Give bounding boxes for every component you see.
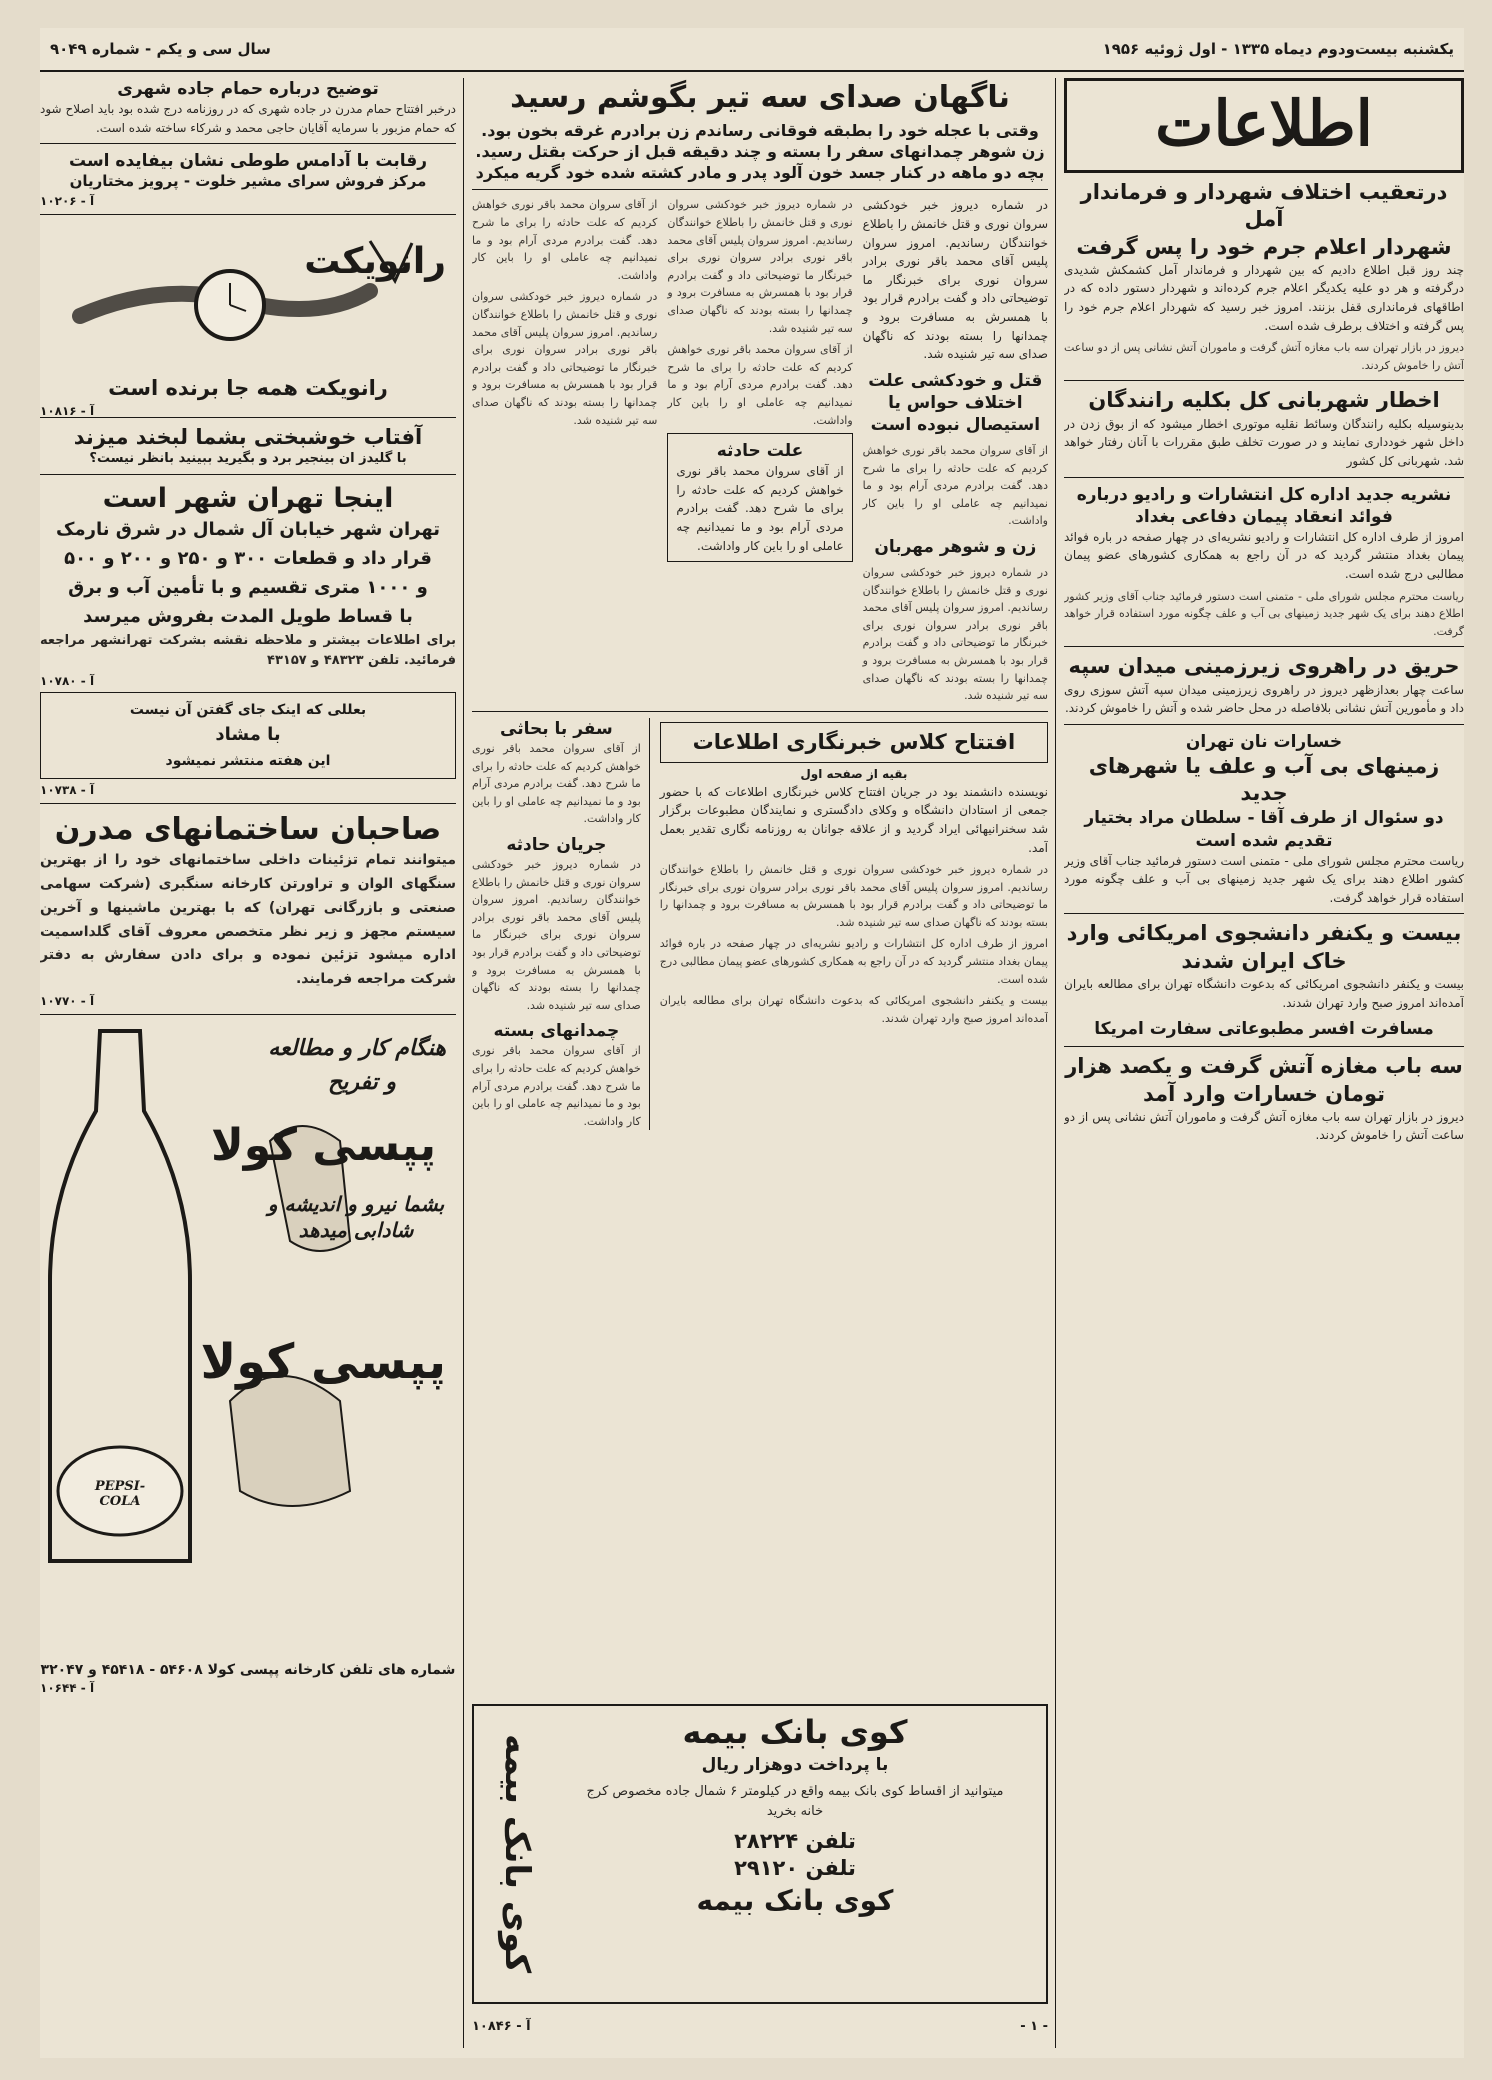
ad-bank-bimeh — [472, 1704, 1048, 2004]
ad-bamshad-line1: بعللی که اینک جای گفتن آن نیست — [129, 701, 367, 718]
article-amol: چند روز قبل اطلاع دادیم که بین شهردار و فرماندار آمل کشمکش شدیدی درگرفته و هر دو علیه یکدیگر اعلام جرم کرده‌اند و شهردار دستور داده که در اطاقهای فرمانداری قفل بزنند. امروز خبر رسید که شهردار اعلام جرم خود را پس گرفته و اختلاف برطرف شده است. — [1064, 262, 1464, 333]
article-col-c2: در شماره دیروز خبر خودکشی سروان نوری و قتل خانمش را باطلاع خوانندگان رساندیم. امروز سروان پلیس آقای محمد باقر نوری برادر سروان نوری برای خبرنگار ما توضیحاتی داد و گفت برادرم قرار بود با همسرش به مسافرت برود و چمدانها را بسته بودند که ناگهان صدای سه تیر شنیده شد. — [472, 290, 658, 427]
headline-three-shots: ناگهان صدای سه تیر بگوشم رسید — [510, 80, 1010, 115]
ad-stone-body: میتوانند تمام تزئینات داخلی ساختمانهای خود را از بهترین سنگهای الوان و تراورتن کارخانه سنگبری (شرکت سهامی صنعتی و بازرگانی تهران) که با بهترین ماشینها و آخرین سیستم مجهز و زیر نظر متخصص معروف آقای گلداسمیت اداره میشود تزئین نموده و برای دادن سفارش به دفتر شرکت مراجعه فرمایند. — [40, 852, 456, 988]
headline-bread-damages: خسارات نان تهران — [1185, 731, 1343, 752]
newspaper-page — [40, 28, 1464, 2058]
box-journalism-class — [660, 722, 1048, 763]
dateline — [40, 28, 1464, 72]
article-journalism-cont: در شماره دیروز خبر خودکشی سروان نوری و قتل خانمش را باطلاع خوانندگان رساندیم. امروز سروان پلیس آقای محمد باقر نوری برادر سروان نوری برای خبرنگار ما توضیحاتی داد و گفت برادرم قرار بود با همسرش به مسافرت برود و چمدانها را بسته بودند که ناگهان صدای سه تیر شنیده شد. — [659, 863, 1048, 929]
dateline-issue: سال سی و یکم - شماره ۹۰۴۹ — [50, 40, 271, 58]
headline-travel: سفر با بحاثی — [500, 718, 613, 739]
page-number: - ۱ - — [1020, 2019, 1048, 2034]
cola-mid: بشما نیرو و اندیشه و شادابی میدهد — [267, 1191, 445, 1242]
article-kind-couple: در شماره دیروز خبر خودکشی سروان نوری و قتل خانمش را باطلاع خوانندگان رساندیم. امروز سروان پلیس آقای محمد باقر نوری برادر سروان نوری برای خبرنگار ما توضیحاتی داد و گفت برادرم قرار بود با همسرش به مسافرت برود و چمدانها را بسته بودند که ناگهان صدای سه تیر شنیده شد. — [862, 566, 1048, 703]
article-us-students: بیست و یکنفر دانشجوی امریکائی که بدعوت دانشگاه تهران برای مطالعه بایران آمده‌اند امروز صبح وارد تهران شدند. — [1064, 977, 1464, 1010]
ad-tehranshahr-head: اینجا تهران شهر است — [102, 483, 394, 515]
article-journalism-cont2: امروز از طرف اداره کل انتشارات و رادیو نشریه‌ای در چهار صفحه در باره فوائد پیمان بغداد منتشر گردید که در آن راجع به همکاری کشورهای عضو پیمان مطالبی درج شده است. — [659, 937, 1048, 986]
ad-bamshad-line3: این هفته منتشر نمیشود — [165, 752, 331, 769]
headline-kind-couple: زن و شوهر مهربان — [874, 536, 1037, 557]
ad-gum-line: مرکز فروش سرای مشیر خلوت - پرویز مختاریان — [69, 172, 427, 191]
subhead-new-cities: دو سئوال از طرف آقا - سلطان مراد بختیار تقدیم شده است — [1084, 808, 1444, 851]
ad-gum-code: آ - ۱۰۲۰۶ — [40, 193, 95, 208]
cola-brand-top: پپسی کولا — [210, 1119, 436, 1171]
watch-slogan: رانویکت همه جا برنده است — [108, 375, 388, 400]
headline-us-students: بیست و یکنفر دانشجوی امریکائی وارد خاک ایران شدند — [1066, 921, 1462, 973]
article-baghdad-pact: امروز از طرف اداره کل انتشارات و رادیو نشریه‌ای در چهار صفحه در باره فوائد پیمان بغداد منتشر گردید که در آن راجع به همکاری کشورهای عضو پیمان مطالبی درج شده است. — [1064, 529, 1464, 581]
ad-bath-head: توضیح درباره حمام جاده شهری — [117, 79, 379, 99]
ad-tehranshahr-line3: و ۱۰۰۰ متری تقسیم و با تأمین آب و برق — [68, 576, 428, 598]
ad-bank-bimeh-title: کوی بانک بیمه — [682, 1713, 908, 1751]
ad-bank-bimeh-price: با پرداخت دوهزار ریال — [701, 1754, 889, 1775]
ad-stone-code: آ - ۱۰۷۷۰ — [40, 993, 95, 1008]
article-col-b: در شماره دیروز خبر خودکشی سروان نوری و قتل خانمش را باطلاع خوانندگان رساندیم. امروز سروان پلیس آقای محمد باقر نوری برادر سروان نوری برای خبرنگار ما توضیحاتی داد و گفت برادرم قرار بود با همسرش به مسافرت برود و چمدانها را بسته بودند که ناگهان صدای سه تیر شنیده شد. — [667, 198, 853, 335]
article-cause: از آقای سروان محمد باقر نوری خواهش کردیم که علت حادثه را برای ما شرح دهد. گفت برادرم مردی آرام بود و ما نمیدانیم چه عاملی او را باین کار واداشت. — [676, 464, 844, 553]
headline-murder-suicide: قتل و خودکشی علت اختلاف حواس یا استیصال نبوده است — [868, 370, 1043, 435]
headline-cause: علت حادثه — [716, 441, 804, 462]
cola-phones: شماره های تلفن کارخانه پپسی کولا ۵۴۶۰۸ - ۴۵۴۱۸ و ۳۲۰۴۷ — [40, 1661, 456, 1678]
ad-bath-body: درخبر افتتاح حمام مدرن در جاده شهری که در روزنامه درج شده بود باید اصلاح شود که حمام مزبور با سرمایه آقایان حاجی محمد و شرکاء ساخته شده است. — [40, 102, 456, 135]
ad-bank-bimeh-phone1: تلفن ۲۸۲۲۴ — [734, 1828, 856, 1853]
ad-gum-head: رقابت با آدامس طوطی نشان بیفایده است — [68, 151, 428, 172]
column-news — [1064, 78, 1464, 2048]
article-shop-fire: دیروز در بازار تهران سه باب مغازه آتش گرفت و ماموران آتش نشانی پس از دو ساعت آتش را خاموش کردند. — [1064, 1109, 1464, 1143]
article-three-shots-cont: از آقای سروان محمد باقر نوری خواهش کردیم که علت حادثه را برای ما شرح دهد. گفت برادرم مردی آرام بود و ما نمیدانیم چه عاملی او را باین کار واداشت. — [862, 444, 1048, 528]
ad-tehranshahr-line1: تهران شهر خیابان آل شمال در شرق نارمک — [56, 519, 440, 541]
subhead-journalism-class: بقیه از صفحه اول — [800, 767, 908, 782]
cola-code: آ - ۱۰۶۴۴ — [40, 1681, 95, 1696]
headline-shop-fire: سه باب مغازه آتش گرفت و یکصد هزار تومان خسارات وارد آمد — [1065, 1054, 1463, 1106]
article-police-warning: بدینوسیله بکلیه رانندگان وسائط نقلیه موتوری اخطار میشود که از بوق زدن در داخل شهر خودداری نمایند و در صورت تخلف طبق مقررات با آنان رفتار خواهد شد. شهربانی کل کشور — [1064, 416, 1464, 468]
ad-sun-sub: با گلیدز ان بینجیر برد و بگیرید ببینید بانظر نیست؟ — [89, 451, 407, 467]
ad-tehranshahr-code: آ - ۱۰۷۸۰ — [40, 673, 95, 688]
masthead: اطلاعات — [1064, 78, 1464, 173]
article-journalism-cont3: بیست و یکنفر دانشجوی امریکائی که بدعوت دانشگاه تهران برای مطالعه بایران آمده‌اند امروز صبح وارد تهران شدند. — [659, 994, 1048, 1025]
headline-amol: درتعقیب اختلاف شهردار و فرماندار آمل — [1080, 180, 1448, 232]
cola-top1: هنگام کار و مطالعه — [268, 1035, 446, 1061]
dateline-date: یکشنبه بیست‌ودوم دیماه ۱۳۳۵ - اول ژوئیه ۱۹۵۶ — [1102, 40, 1454, 58]
ad-bank-bimeh-phone2: تلفن ۲۹۱۲۰ — [734, 1856, 856, 1881]
ad-bank-bimeh-side: کوی بانک بیمه — [497, 1734, 537, 1974]
cola-logo: PEPSI-COLA — [94, 1478, 146, 1509]
article-three-shots: در شماره دیروز خبر خودکشی سروان نوری و قتل خانمش را باطلاع خوانندگان رساندیم. امروز سروان پلیس آقای محمد باقر نوری برادر سروان نوری برای خبرنگار ما توضیحاتی داد و گفت برادرم قرار بود با همسرش به مسافرت برود و چمدانها را بسته بودند که ناگهان صدای سه تیر شنیده شد. — [862, 198, 1048, 362]
headline-us-press-officer: مسافرت افسر مطبوعاتی سفارت امریکا — [1094, 1019, 1434, 1040]
cola-top2: و تفریح — [328, 1069, 396, 1095]
ad-tehranshahr-line4: با قساط طویل المدت بفروش میرسد — [83, 605, 413, 627]
ad-tehranshahr-line2: قرار داد و قطعات ۳۰۰ و ۲۵۰ و ۲۰۰ و ۵۰۰ — [64, 547, 432, 569]
ad-tehranshahr-body: برای اطلاعات بیشتر و ملاحظه نقشه بشرکت تهرانشهر مراجعه فرمائید. تلفن ۴۸۳۲۳ و ۴۳۱۵۷ — [40, 633, 456, 669]
article-travel: از آقای سروان محمد باقر نوری خواهش کردیم که علت حادثه را برای ما شرح دهد. گفت برادرم مردی آرام بود و ما نمیدانیم چه عاملی او را باین کار واداشت. — [472, 741, 641, 826]
article-incident: در شماره دیروز خبر خودکشی سروان نوری و قتل خانمش را باطلاع خوانندگان رساندیم. امروز سروان پلیس آقای محمد باقر نوری برادر سروان نوری برای خبرنگار ما توضیحاتی داد و گفت برادرم قرار بود با همسرش به مسافرت برود و چمدانها را بسته بودند که ناگهان صدای سه تیر شنیده شد. — [472, 857, 641, 1012]
main-story-columns — [472, 196, 1048, 704]
ad-bank-bimeh-desc: میتوانید از اقساط کوی بانک بیمه واقع در کیلومتر ۶ شمال جاده مخصوص کرج خانه بخرید — [586, 1783, 1004, 1819]
headline-journalism-class: افتتاح کلاس خبرنگاری اطلاعات — [692, 729, 1016, 754]
watch-brand: رانویکت — [304, 240, 446, 282]
ad-stone-head: صاحبان ساختمانهای مدرن — [54, 812, 442, 848]
ad-bamshad — [40, 692, 456, 780]
ad-pepsi — [40, 1021, 456, 1661]
article-col-c: از آقای سروان محمد باقر نوری خواهش کردیم که علت حادثه را برای ما شرح دهد. گفت برادرم مردی آرام بود و ما نمیدانیم چه عاملی او را باین کار واداشت. — [472, 198, 658, 282]
cola-brand-bottom: پپسی کولا — [200, 1333, 446, 1390]
article-new-cities: ریاست محترم مجلس شورای ملی - متمنی است دستور فرمائید جناب آقای وزیر کشور اطلاع دهند برای یک شهر جدید زمینهای بی آب و علف چگونه مورد استفاده قرار خواهد گرفت. — [1064, 853, 1464, 905]
subhead-three-shots: وقتی با عجله خود را بطبقه فوقانی رساندم زن برادرم غرقه بخون بود. زن شوهر چمدانهای سفر را بسته و چند دقیقه قبل از حرکت بقتل رسید. بچه دو ماهه در کنار جسد خون آلود پدر و مادر کشته شده خود گریه میکرد — [475, 121, 1045, 182]
article-packed-bags: از آقای سروان محمد باقر نوری خواهش کردیم که علت حادثه را برای ما شرح دهد. گفت برادرم مردی آرام بود و ما نمیدانیم چه عاملی او را باین کار واداشت. — [472, 1044, 641, 1128]
box-cause — [667, 433, 852, 562]
article-col-b2: از آقای سروان محمد باقر نوری خواهش کردیم که علت حادثه را برای ما شرح دهد. گفت برادرم مردی آرام بود و ما نمیدانیم چه عاملی او را باین کار واداشت. — [667, 343, 853, 427]
headline-fire-sepah: حریق در راهروی زیرزمینی میدان سپه — [1068, 654, 1460, 679]
ad-bank-bimeh-code: آ - ۱۰۸۴۶ — [472, 2019, 531, 2034]
column-ads — [40, 78, 456, 2048]
headline-baghdad-pact: نشریه جدید اداره کل انتشارات و رادیو درباره فوائد انعقاد پیمان دفاعی بغداد — [1076, 484, 1452, 527]
headline-packed-bags: چمدانهای بسته — [493, 1021, 620, 1042]
ad-bamshad-line2: با مشاد — [215, 724, 281, 746]
footer-line — [472, 2019, 1048, 2034]
article-amol-cont: دیروز در بازار تهران سه باب مغازه آتش گرفت و ماموران آتش نشانی پس از دو ساعت آتش را خاموش کردند. — [1064, 341, 1464, 372]
ad-bank-bimeh-title-bottom: کوی بانک بیمه — [696, 1883, 894, 1917]
headline-incident: جریان حادثه — [506, 834, 607, 855]
article-baghdad-cont: ریاست محترم مجلس شورای ملی - متمنی است دستور فرمائید جناب آقای وزیر کشور اطلاع دهند برای یک شهر جدید زمینهای بی آب و علف چگونه مورد استفاده قرار خواهد گرفت. — [1064, 589, 1464, 638]
watch-code: آ - ۱۰۸۱۶ — [40, 404, 95, 419]
ad-watch — [40, 221, 456, 419]
subhead-amol: شهردار اعلام جرم خود را پس گرفت — [1076, 234, 1452, 259]
article-journalism-class: نویسنده دانشمند بود در جریان افتتاح کلاس خبرنگاری اطلاعات که با حضور جمعی از استادان دانشگاه و وکلای دادگستری و نمایندگان مطبوعات برگزار شد سخنرانیهائی ایراد گردید و از علاقه جوانان به روزنامه نگاری تقدیر بعمل آمد. — [659, 784, 1048, 855]
article-fire-sepah: ساعت چهار بعدازظهر دیروز در راهروی زیرزمینی میدان سپه آتش سوزی روی داد و مأمورین آتش نشانی بلافاصله در محل حاضر شده و آتش را خاموش کردند. — [1064, 682, 1464, 716]
ad-sun-head: آفتاب خوشبختی بشما لبخند میزند — [73, 424, 423, 449]
ad-bamshad-code: آ - ۱۰۷۳۸ — [40, 783, 95, 798]
headline-new-cities: زمینهای بی آب و علف یا شهرهای جدید — [1088, 753, 1440, 806]
headline-police-warning: اخطار شهربانی کل بکلیه رانندگان — [1088, 388, 1440, 413]
column-main-story — [472, 78, 1048, 2048]
